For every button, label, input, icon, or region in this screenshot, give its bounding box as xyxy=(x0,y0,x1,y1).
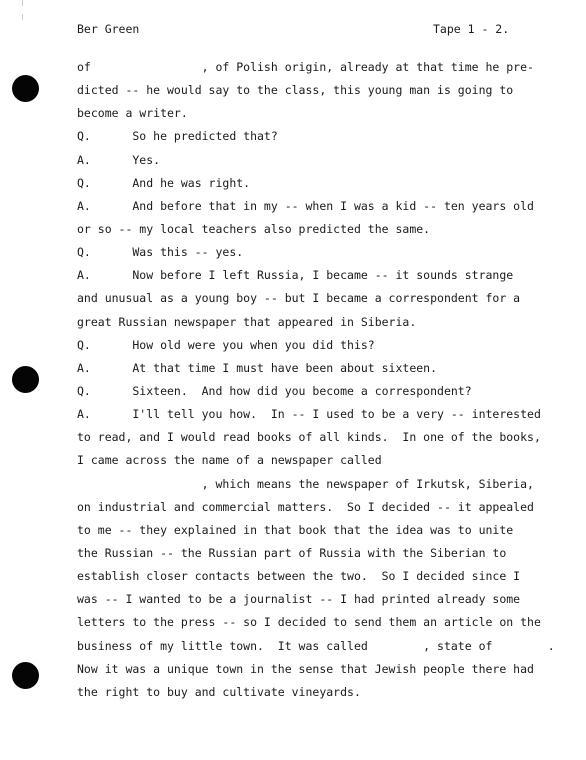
transcript-line: of , of Polish origin, already at that time he pre- xyxy=(77,60,534,74)
tape-number: Tape 1 - 2. xyxy=(433,22,510,36)
transcript-line: dicted -- he would say to the class, this young man is going to xyxy=(77,83,514,98)
paper-speck xyxy=(22,0,23,6)
transcript-line: Q. So he predicted that? xyxy=(77,129,278,144)
transcript-line: , which means the newspaper of Irkutsk, Siberia, xyxy=(77,476,534,491)
transcript-line: or so -- my local teachers also predicted the same. xyxy=(77,221,431,236)
transcript-line: A. Now before I left Russia, I became -- it sounds strange xyxy=(77,268,514,283)
transcript-line: was -- I wanted to be a journalist -- I had printed already some xyxy=(77,592,521,607)
transcript-line: to me -- they explained in that book that the idea was to unite xyxy=(77,522,514,537)
paper-speck xyxy=(22,14,23,20)
transcript-line: A. I'll tell you how. In -- I used to be a very -- interested xyxy=(77,407,541,422)
transcript-line: A. Yes. xyxy=(77,152,161,167)
transcript-line: Q. Was this -- yes. xyxy=(77,245,244,260)
punch-hole xyxy=(12,662,39,689)
punch-hole xyxy=(12,366,39,393)
punch-hole xyxy=(12,75,39,102)
transcript-line: Q. Sixteen. And how did you become a correspondent? xyxy=(77,383,472,398)
transcript-line: A. And before that in my -- when I was a kid -- ten years old xyxy=(77,198,534,213)
transcript-line: business of my little town. It was called , state of . xyxy=(77,638,555,653)
interviewee-name: Ber Green xyxy=(77,22,140,36)
transcript-line: letters to the press -- so I decided to send them an article on the xyxy=(77,615,541,630)
transcript-line: become a writer. xyxy=(77,106,188,121)
transcript-body xyxy=(77,56,577,704)
transcript-line: A. At that time I must have been about sixteen. xyxy=(77,360,438,375)
transcript-line: on industrial and commercial matters. So I decided -- it appealed xyxy=(77,499,534,514)
transcript-line: the Russian -- the Russian part of Russia with the Siberian to xyxy=(77,545,507,560)
transcript-line: Q. How old were you when you did this? xyxy=(77,337,375,352)
transcript-line: great Russian newspaper that appeared in Siberia. xyxy=(77,314,417,329)
transcript-line: Q. And he was right. xyxy=(77,175,251,190)
transcript-line: Now it was a unique town in the sense that Jewish people there had xyxy=(77,661,534,676)
transcript-line: the right to buy and cultivate vineyards. xyxy=(77,684,361,699)
transcript-line: and unusual as a young boy -- but I became a correspondent for a xyxy=(77,291,521,306)
transcript-line: establish closer contacts between the two. So I decided since I xyxy=(77,569,521,584)
transcript-line: to read, and I would read books of all kinds. In one of the books, xyxy=(77,430,541,445)
transcript-line: I came across the name of a newspaper called xyxy=(77,453,382,468)
